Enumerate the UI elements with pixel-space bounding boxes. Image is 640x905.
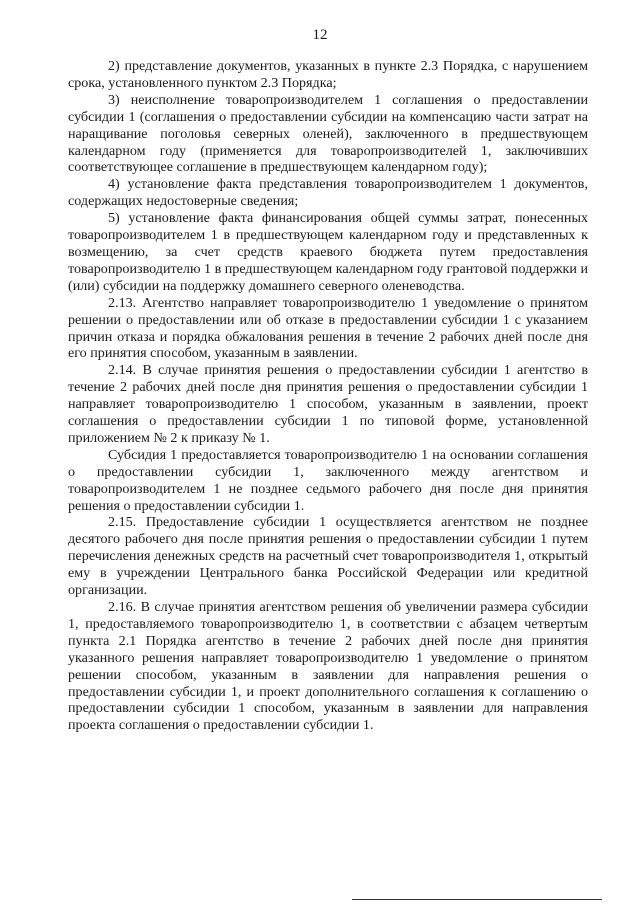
paragraph-2-13: 2.13. Агентство направляет товаропроизводителю 1 уведомление о принятом решении о предоставлении или об отказе в предоставлении субсидии 1 с указанием причин отказа и порядка обжалования решения в течение 2 рабочих дней после дня его принятия способом, указанным в заявлении. (68, 294, 588, 362)
paragraph-item-2: 2) представление документов, указанных в пункте 2.3 Порядка, с нарушением срока, установленного пунктом 2.3 Порядка; (68, 58, 588, 91)
paragraph-2-16: 2.16. В случае принятия агентством решения об увеличении размера субсидии 1, предоставляемого товаропроизводителю 1, в соответствии с абзацем четвертым пункта 2.1 Порядка агентство в течение 2 рабочих дней после дня принятия указанного решения направляет товаропроизводителю 1 уведомление о принятом решении способом, указанным в заявлении для направления решения о предоставлении субсидии 1, и проект дополнительного соглашения к соглашению о предоставлении субсидии 1 способом, указанным в заявлении для направления проекта соглашения о предоставлении субсидии 1. (68, 599, 588, 734)
bottom-rule (352, 899, 602, 900)
paragraph-subsidy-agreement: Субсидия 1 предоставляется товаропроизводителю 1 на основании соглашения о предоставлении субсидии 1, заключенного между агентством и товаропроизводителем 1 не позднее седьмого рабочего дня после дня принятия решения о предоставлении субсидии 1. (68, 446, 588, 514)
paragraph-item-5: 5) установление факта финансирования общей суммы затрат, понесенных товаропроизводителем 1 в предшествующем календарном году и представленных к возмещению, за счет средств краевого бюджета путем предоставления товаропроизводителю 1 в предшествующем календарном году грантовой поддержки и (или) субсидии на поддержку домашнего северного оленеводства. (68, 210, 588, 294)
paragraph-item-4: 4) установление факта представления товаропроизводителем 1 документов, содержащих недостоверные сведения; (68, 176, 588, 210)
paragraph-2-15: 2.15. Предоставление субсидии 1 осуществляется агентством не позднее десятого рабочего дня после принятия решения о предоставлении субсидии 1 путем перечисления денежных средств на расчетный счет товаропроизводителя 1, открытый ему в учреждении Центрального банка Российской Федерации или кредитной организации. (68, 514, 588, 599)
paragraph-2-14: 2.14. В случае принятия решения о предоставлении субсидии 1 агентство в течение 2 рабочих дней после дня принятия решения о предоставлении субсидии 1 направляет товаропроизводителю 1 способом, указанным в заявлении, проект соглашения о предоставлении субсидии 1 по типовой форме, установленной приложением № 2 к приказу № 1. (68, 362, 588, 446)
paragraph-item-3: 3) неисполнение товаропроизводителем 1 соглашения о предоставлении субсидии 1 (соглашения о предоставлении субсидии на компенсацию части затрат на наращивание поголовья северных оленей), заключенного в предшествующем календарном году (применяется для товаропроизводителей 1, заключивших соответствующее соглашение в предшествующем календарном году); (68, 91, 588, 176)
page-number: 12 (312, 27, 328, 43)
body-text (68, 58, 588, 734)
